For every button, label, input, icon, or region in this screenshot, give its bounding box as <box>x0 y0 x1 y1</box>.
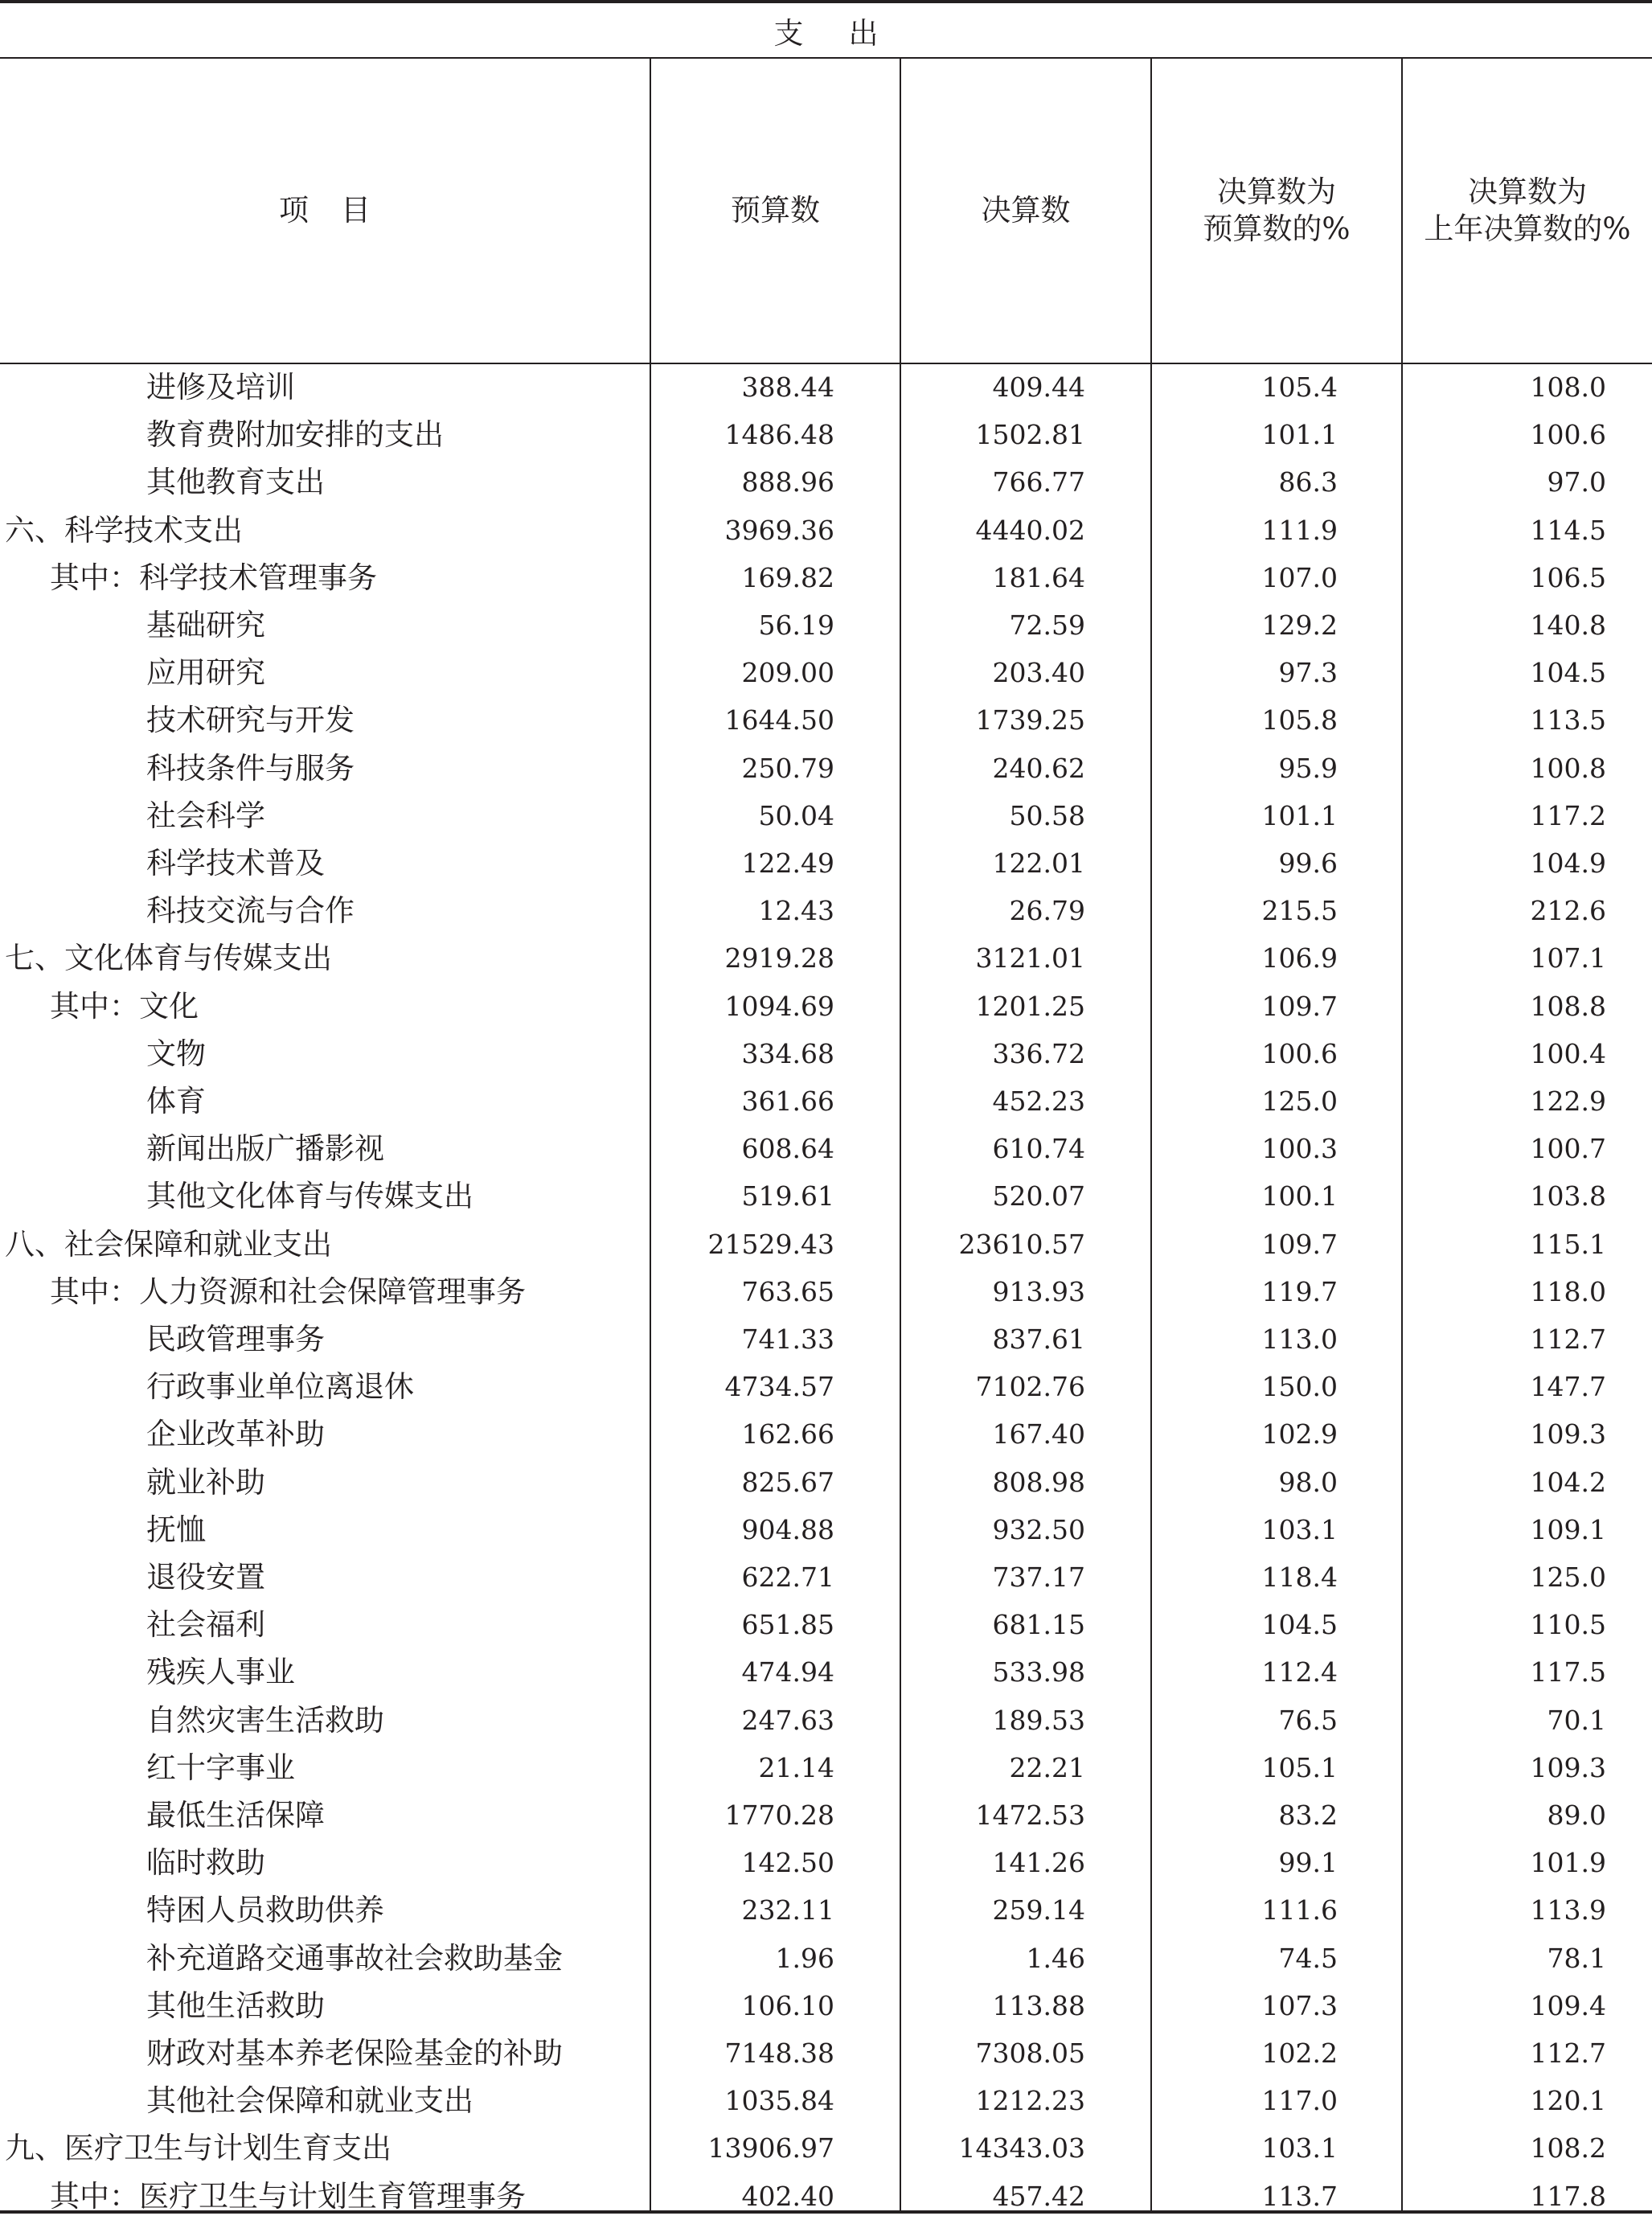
final-cell: 7102.76 <box>975 1371 1085 1403</box>
final-cell: 167.40 <box>992 1418 1085 1451</box>
budget-cell: 169.82 <box>741 561 834 593</box>
pct-budget-cell: 103.1 <box>1261 2132 1338 2165</box>
final-cell: 409.44 <box>992 371 1085 403</box>
budget-cell: 1486.48 <box>724 419 834 451</box>
row-label: 抚恤 <box>146 1512 206 1547</box>
pct-budget-cell: 83.2 <box>1278 1799 1338 1831</box>
table-row <box>0 2077 1652 2124</box>
final-cell: 203.40 <box>992 657 1085 689</box>
final-cell: 1212.23 <box>975 2085 1085 2117</box>
budget-cell: 13906.97 <box>707 2132 834 2165</box>
final-cell: 932.50 <box>992 1513 1085 1545</box>
table-row <box>0 1648 1652 1696</box>
pct-budget-cell: 109.7 <box>1261 1228 1338 1260</box>
budget-cell: 232.11 <box>741 1894 834 1927</box>
row-label: 九、医疗卫生与计划生育支出 <box>5 2131 391 2166</box>
table-row <box>0 1601 1652 1648</box>
budget-cell: 388.44 <box>741 371 834 403</box>
table-row <box>0 649 1652 696</box>
pct-prev-cell: 97.0 <box>1547 466 1606 499</box>
pct-prev-cell: 122.9 <box>1530 1085 1606 1117</box>
header-pct-prev <box>1403 58 1652 363</box>
pct-budget-cell: 125.0 <box>1261 1085 1338 1117</box>
table-row <box>0 1410 1652 1458</box>
pct-prev-cell: 101.9 <box>1530 1847 1606 1879</box>
row-label: 六、科学技术支出 <box>5 512 243 548</box>
row-label: 最低生活保障 <box>146 1798 325 1832</box>
budget-cell: 1644.50 <box>724 704 834 737</box>
budget-cell: 519.61 <box>741 1180 834 1213</box>
table-row <box>0 1506 1652 1553</box>
header-item-char: 项 <box>279 193 309 228</box>
pct-budget-cell: 105.4 <box>1261 371 1338 403</box>
final-cell: 26.79 <box>1009 895 1085 927</box>
pct-prev-cell: 109.3 <box>1530 1751 1606 1783</box>
row-label: 其中：科学技术管理事务 <box>50 560 377 595</box>
budget-cell: 402.40 <box>741 2180 834 2212</box>
header-pct-budget <box>1152 58 1401 363</box>
budget-cell: 122.49 <box>741 847 834 879</box>
pct-prev-cell: 100.7 <box>1530 1133 1606 1165</box>
final-cell: 7308.05 <box>975 2037 1085 2069</box>
pct-prev-cell: 103.8 <box>1530 1180 1606 1213</box>
pct-prev-cell: 104.2 <box>1530 1466 1606 1498</box>
row-label: 其他教育支出 <box>146 465 325 500</box>
budget-cell: 2919.28 <box>724 942 834 975</box>
row-label: 自然灾害生活救助 <box>146 1702 384 1738</box>
pct-budget-cell: 100.6 <box>1261 1037 1338 1069</box>
table-row <box>0 1791 1652 1839</box>
table-row <box>0 2173 1652 2220</box>
row-label: 体育 <box>146 1084 206 1118</box>
final-cell: 50.58 <box>1009 799 1085 831</box>
row-label: 民政管理事务 <box>146 1322 325 1356</box>
table-row <box>0 1886 1652 1934</box>
final-cell: 520.07 <box>992 1180 1085 1213</box>
row-label: 补充道路交通事故社会救助基金 <box>146 1940 563 1976</box>
final-cell: 1201.25 <box>975 990 1085 1022</box>
row-label: 科学技术普及 <box>146 846 325 880</box>
row-label: 退役安置 <box>146 1560 265 1594</box>
pct-budget-cell: 74.5 <box>1278 1942 1338 1974</box>
table-row <box>0 1315 1652 1363</box>
table-title <box>0 10 1652 58</box>
table-row <box>0 554 1652 601</box>
title-char: 支 <box>773 16 804 51</box>
final-cell: 122.01 <box>992 847 1085 879</box>
pct-budget-cell: 86.3 <box>1278 466 1338 499</box>
row-label: 其他文化体育与传媒支出 <box>146 1179 473 1214</box>
row-label: 特困人员救助供养 <box>146 1893 384 1928</box>
final-cell: 681.15 <box>992 1609 1085 1641</box>
pct-budget-cell: 113.0 <box>1261 1323 1338 1355</box>
table-row <box>0 1172 1652 1220</box>
row-label: 临时救助 <box>146 1845 265 1881</box>
table-row <box>0 363 1652 411</box>
pct-budget-cell: 99.6 <box>1278 847 1338 879</box>
row-label: 其他社会保障和就业支出 <box>146 2083 473 2119</box>
pct-budget-cell: 100.3 <box>1261 1133 1338 1165</box>
final-cell: 181.64 <box>992 561 1085 593</box>
row-label: 残疾人事业 <box>146 1655 295 1690</box>
budget-cell: 12.43 <box>758 895 834 927</box>
pct-budget-cell: 97.3 <box>1278 657 1338 689</box>
pct-budget-cell: 101.1 <box>1261 419 1338 451</box>
final-cell: 837.61 <box>992 1323 1085 1355</box>
budget-cell: 825.67 <box>741 1466 834 1498</box>
budget-cell: 21.14 <box>758 1751 834 1783</box>
row-label: 财政对基本养老保险基金的补助 <box>146 2036 563 2070</box>
pct-prev-cell: 108.8 <box>1530 990 1606 1022</box>
pct-budget-cell: 111.9 <box>1261 514 1338 546</box>
pct-prev-cell: 108.0 <box>1530 371 1606 403</box>
pct-prev-cell: 113.5 <box>1530 704 1606 737</box>
pct-prev-cell: 110.5 <box>1530 1609 1606 1641</box>
budget-cell: 56.19 <box>758 609 834 641</box>
final-cell: 14343.03 <box>958 2132 1085 2165</box>
table-row <box>0 1744 1652 1791</box>
pct-prev-cell: 112.7 <box>1530 2037 1606 2069</box>
pct-budget-cell: 113.7 <box>1261 2180 1338 2212</box>
pct-budget-cell: 111.6 <box>1261 1894 1338 1927</box>
pct-prev-cell: 78.1 <box>1547 1942 1606 1974</box>
final-cell: 766.77 <box>992 466 1085 499</box>
pct-prev-cell: 118.0 <box>1530 1275 1606 1307</box>
pct-prev-cell: 106.5 <box>1530 561 1606 593</box>
pct-prev-cell: 100.6 <box>1530 419 1606 451</box>
budget-cell: 21529.43 <box>707 1228 834 1260</box>
pct-prev-cell: 120.1 <box>1530 2085 1606 2117</box>
row-label: 基础研究 <box>146 608 265 642</box>
pct-budget-cell: 103.1 <box>1261 1513 1338 1545</box>
pct-prev-cell: 89.0 <box>1547 1799 1606 1831</box>
pct-budget-cell: 100.1 <box>1261 1180 1338 1213</box>
pct-prev-cell: 108.2 <box>1530 2132 1606 2165</box>
pct-budget-cell: 102.9 <box>1261 1418 1338 1451</box>
pct-budget-cell: 106.9 <box>1261 942 1338 975</box>
pct-budget-cell: 99.1 <box>1278 1847 1338 1879</box>
pct-budget-cell: 118.4 <box>1261 1561 1338 1593</box>
pct-prev-cell: 212.6 <box>1530 895 1606 927</box>
final-cell: 3121.01 <box>975 942 1085 975</box>
table-row <box>0 745 1652 792</box>
final-cell: 1.46 <box>1026 1942 1085 1974</box>
pct-budget-cell: 105.1 <box>1261 1751 1338 1783</box>
table-row <box>0 934 1652 982</box>
pct-prev-cell: 115.1 <box>1530 1228 1606 1260</box>
pct-budget-cell: 76.5 <box>1278 1704 1338 1736</box>
pct-prev-cell: 70.1 <box>1547 1704 1606 1736</box>
pct-prev-cell: 107.1 <box>1530 942 1606 975</box>
final-cell: 533.98 <box>992 1656 1085 1689</box>
header-budget-label: 预算数 <box>731 193 820 228</box>
budget-cell: 361.66 <box>741 1085 834 1117</box>
budget-cell: 334.68 <box>741 1037 834 1069</box>
row-label: 红十字事业 <box>146 1750 295 1785</box>
row-label: 七、文化体育与传媒支出 <box>5 941 332 976</box>
table-row <box>0 1030 1652 1077</box>
pct-budget-cell: 109.7 <box>1261 990 1338 1022</box>
header-final-label: 决算数 <box>981 193 1071 228</box>
row-label: 科技条件与服务 <box>146 750 355 786</box>
budget-cell: 904.88 <box>741 1513 834 1545</box>
budget-cell: 608.64 <box>741 1133 834 1165</box>
budget-cell: 50.04 <box>758 799 834 831</box>
row-label: 其他生活救助 <box>146 1988 325 2023</box>
table-row <box>0 887 1652 934</box>
pct-budget-cell: 112.4 <box>1261 1656 1338 1689</box>
final-cell: 189.53 <box>992 1704 1085 1736</box>
row-label: 科技交流与合作 <box>146 893 355 929</box>
pct-budget-cell: 98.0 <box>1278 1466 1338 1498</box>
table-row <box>0 1363 1652 1410</box>
pct-prev-cell: 104.9 <box>1530 847 1606 879</box>
final-cell: 913.93 <box>992 1275 1085 1307</box>
row-label: 行政事业单位离退休 <box>146 1369 414 1405</box>
final-cell: 22.21 <box>1009 1751 1085 1783</box>
pct-prev-cell: 109.4 <box>1530 1989 1606 2021</box>
header-pct-prev-line: 上年决算数的% <box>1424 211 1631 246</box>
pct-prev-cell: 147.7 <box>1530 1371 1606 1403</box>
pct-prev-cell: 113.9 <box>1530 1894 1606 1927</box>
table-row <box>0 1077 1652 1125</box>
row-label: 文物 <box>146 1036 206 1071</box>
pct-prev-cell: 104.5 <box>1530 657 1606 689</box>
table-row <box>0 839 1652 887</box>
table-row <box>0 2124 1652 2172</box>
final-cell: 452.23 <box>992 1085 1085 1117</box>
row-label: 技术研究与开发 <box>146 703 355 738</box>
title-char: 出 <box>848 16 879 51</box>
header-final <box>901 58 1150 363</box>
pct-budget-cell: 119.7 <box>1261 1275 1338 1307</box>
pct-prev-cell: 117.8 <box>1530 2180 1606 2212</box>
table-row <box>0 2029 1652 2077</box>
budget-cell: 142.50 <box>741 1847 834 1879</box>
pct-budget-cell: 107.3 <box>1261 1989 1338 2021</box>
row-label: 其中：人力资源和社会保障管理事务 <box>50 1274 526 1309</box>
budget-cell: 1770.28 <box>724 1799 834 1831</box>
pct-prev-cell: 109.1 <box>1530 1513 1606 1545</box>
table-row <box>0 696 1652 744</box>
pct-budget-cell: 150.0 <box>1261 1371 1338 1403</box>
table-row <box>0 601 1652 649</box>
pct-prev-cell: 117.2 <box>1530 799 1606 831</box>
budget-cell: 4734.57 <box>724 1371 834 1403</box>
table-row <box>0 458 1652 506</box>
final-cell: 1739.25 <box>975 704 1085 737</box>
pct-prev-cell: 109.3 <box>1530 1418 1606 1451</box>
budget-cell: 651.85 <box>741 1609 834 1641</box>
budget-cell: 7148.38 <box>724 2037 834 2069</box>
header-pct-budget-line: 决算数为 <box>1217 174 1336 209</box>
table-row <box>0 1697 1652 1744</box>
row-label: 就业补助 <box>146 1464 265 1500</box>
pct-prev-cell: 114.5 <box>1530 514 1606 546</box>
budget-cell: 209.00 <box>741 657 834 689</box>
budget-cell: 247.63 <box>741 1704 834 1736</box>
header-pct-budget-line: 预算数的% <box>1203 211 1351 246</box>
final-cell: 1472.53 <box>975 1799 1085 1831</box>
top-rule <box>0 0 1652 3</box>
table-row <box>0 1839 1652 1886</box>
budget-cell: 763.65 <box>741 1275 834 1307</box>
row-label: 应用研究 <box>146 655 265 691</box>
pct-prev-cell: 112.7 <box>1530 1323 1606 1355</box>
budget-cell: 741.33 <box>741 1323 834 1355</box>
budget-cell: 1035.84 <box>724 2085 834 2117</box>
header-item <box>0 58 650 363</box>
header-pct-prev-line: 决算数为 <box>1468 174 1587 209</box>
header-budget <box>651 58 900 363</box>
final-cell: 240.62 <box>992 752 1085 784</box>
table-row <box>0 983 1652 1030</box>
pct-prev-cell: 117.5 <box>1530 1656 1606 1689</box>
row-label: 新闻出版广播影视 <box>146 1131 384 1167</box>
budget-cell: 1094.69 <box>724 990 834 1022</box>
budget-cell: 162.66 <box>741 1418 834 1451</box>
pct-budget-cell: 102.2 <box>1261 2037 1338 2069</box>
pct-budget-cell: 105.8 <box>1261 704 1338 737</box>
pct-prev-cell: 125.0 <box>1530 1561 1606 1593</box>
table-row <box>0 1935 1652 1982</box>
row-label: 教育费附加安排的支出 <box>146 417 444 453</box>
row-label: 进修及培训 <box>146 370 295 404</box>
row-label: 八、社会保障和就业支出 <box>5 1226 332 1262</box>
table-row <box>0 1982 1652 2029</box>
final-cell: 259.14 <box>992 1894 1085 1927</box>
final-cell: 610.74 <box>992 1133 1085 1165</box>
budget-cell: 888.96 <box>741 466 834 499</box>
budget-cell: 250.79 <box>741 752 834 784</box>
pct-budget-cell: 129.2 <box>1261 609 1338 641</box>
pct-budget-cell: 107.0 <box>1261 561 1338 593</box>
pct-budget-cell: 104.5 <box>1261 1609 1338 1641</box>
final-cell: 113.88 <box>992 1989 1085 2021</box>
pct-budget-cell: 95.9 <box>1278 752 1338 784</box>
final-cell: 808.98 <box>992 1466 1085 1498</box>
budget-cell: 106.10 <box>741 1989 834 2021</box>
final-cell: 23610.57 <box>958 1228 1085 1260</box>
budget-cell: 474.94 <box>741 1656 834 1689</box>
table-row <box>0 507 1652 554</box>
table-row <box>0 1125 1652 1172</box>
pct-prev-cell: 140.8 <box>1530 609 1606 641</box>
final-cell: 4440.02 <box>975 514 1085 546</box>
table-row <box>0 411 1652 458</box>
budget-cell: 622.71 <box>741 1561 834 1593</box>
header-item-char: 目 <box>341 193 371 228</box>
pct-prev-cell: 100.8 <box>1530 752 1606 784</box>
budget-cell: 3969.36 <box>724 514 834 546</box>
budget-cell: 1.96 <box>775 1942 834 1974</box>
pct-prev-cell: 100.4 <box>1530 1037 1606 1069</box>
final-cell: 72.59 <box>1009 609 1085 641</box>
table-row <box>0 792 1652 839</box>
row-label: 社会福利 <box>146 1607 265 1643</box>
table-row <box>0 1268 1652 1315</box>
pct-budget-cell: 101.1 <box>1261 799 1338 831</box>
row-label: 其中：医疗卫生与计划生育管理事务 <box>50 2178 526 2214</box>
final-cell: 737.17 <box>992 1561 1085 1593</box>
row-label: 企业改革补助 <box>146 1417 325 1452</box>
pct-budget-cell: 117.0 <box>1261 2085 1338 2117</box>
table-row <box>0 1459 1652 1506</box>
final-cell: 141.26 <box>992 1847 1085 1879</box>
row-label: 社会科学 <box>146 798 265 833</box>
table-row <box>0 1221 1652 1268</box>
table-row <box>0 1553 1652 1601</box>
final-cell: 336.72 <box>992 1037 1085 1069</box>
pct-budget-cell: 215.5 <box>1261 895 1338 927</box>
row-label: 其中：文化 <box>50 988 199 1024</box>
final-cell: 457.42 <box>992 2180 1085 2212</box>
final-cell: 1502.81 <box>975 419 1085 451</box>
